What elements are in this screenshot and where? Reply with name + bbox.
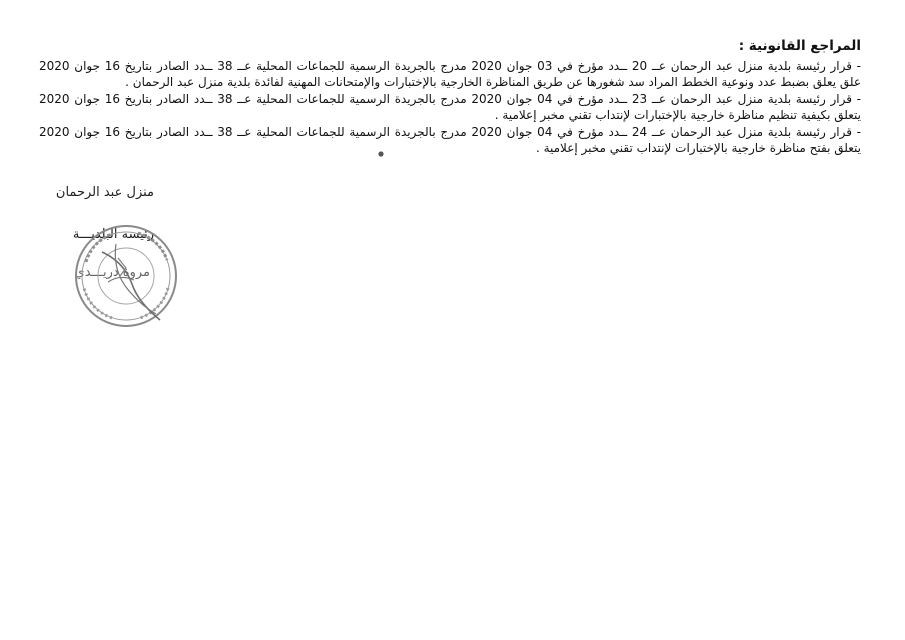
signature-municipality: منزل عبد الرحمان <box>55 185 154 200</box>
legal-reference-item: - قرار رئيسة بلدية منزل عبد الرحمان عــ 20 ــدد مؤرخ في 03 جوان 2020 مدرج بالجريدة الرسمية للجماعات المحلية عــ 38 ــدد الصادر بتاريخ 16 جوان 2020 علق يعلق بضبط عدد ونوعية الخطط المراد سد شغورها عن طريق المناظرة الخارجية بالإختبارات والإمتحانات المهنية لفائدة بلدية منزل عبد الرحمان . <box>39 58 862 89</box>
signature-role: رئيسة البلديـــة <box>72 227 154 242</box>
legal-reference-item: - قرار رئيسة بلدية منزل عبد الرحمان عــ 24 ــدد مؤرخ في 04 جوان 2020 مدرج بالجريدة الرسمية للجماعات المحلية عــ 38 ــدد الصادر بتاريخ 16 جوان 2020 يتعلق بفتح مناظرة خارجية بالإختبارات لإنتداب تقني مخبر إعلامية . <box>39 124 862 155</box>
ink-dot-mark <box>378 151 384 157</box>
round-stamp-icon <box>72 222 180 330</box>
signature-name: مروة دريـــدي <box>74 265 150 280</box>
legal-references-title: المراجع القانونية : <box>738 38 861 54</box>
legal-references-section <box>39 38 861 157</box>
legal-reference-item: - قرار رئيسة بلدية منزل عبد الرحمان عــ 23 ــدد مؤرخ في 04 جوان 2020 مدرج بالجريدة الرسمية للجماعات المحلية عــ 38 ــدد الصادر بتاريخ 16 جوان 2020 يتعلق بكيفية تنظيم مناظرة خارجية بالإختبارات لإنتداب تقني مخبر إعلامية . <box>39 91 862 122</box>
